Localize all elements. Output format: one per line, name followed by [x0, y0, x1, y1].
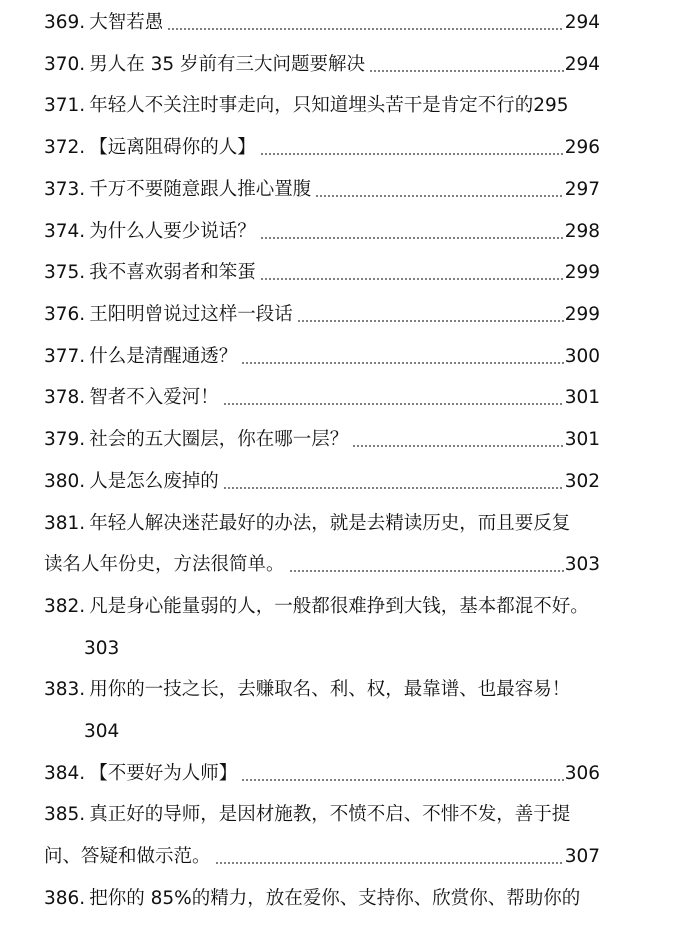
entry-title: 王阳明曾说过这样一段话	[89, 304, 293, 325]
dot-leader	[352, 445, 563, 447]
entry-number: 386.	[44, 888, 86, 909]
dot-leader	[223, 403, 564, 405]
toc-entry-385-continued[interactable]	[44, 839, 600, 869]
toc-entry-378[interactable]	[44, 380, 600, 410]
page-number: 295	[533, 95, 569, 116]
entry-number: 383.	[44, 679, 86, 700]
entry-title: 年轻人不关注时事走向，只知道埋头苦干是肯定不行的	[89, 95, 534, 116]
entry-number: 376.	[44, 304, 86, 325]
page-number: 304	[84, 721, 120, 742]
page-number: 307	[564, 846, 600, 867]
entry-number: 374.	[44, 221, 86, 242]
toc-entry-381[interactable]	[44, 506, 600, 536]
entry-number: 372.	[44, 137, 86, 158]
page-number: 306	[564, 763, 600, 784]
dot-leader	[260, 278, 564, 280]
toc-entry-382[interactable]	[44, 589, 600, 619]
toc-entry-379[interactable]	[44, 422, 600, 452]
dot-leader	[241, 779, 563, 781]
entry-title: 智者不入爱河！	[89, 387, 219, 408]
entry-title: 社会的五大圈层，你在哪一层？	[89, 429, 349, 450]
dot-leader	[260, 237, 564, 239]
page-number: 294	[564, 54, 600, 75]
entry-number: 377.	[44, 346, 86, 367]
entry-number: 384.	[44, 763, 86, 784]
page-number: 301	[564, 387, 600, 408]
toc-entry-373[interactable]	[44, 172, 600, 202]
toc-entry-375[interactable]	[44, 255, 600, 285]
entry-title: 凡是身心能量弱的人，一般都很难挣到大钱，基本都混不好。	[89, 596, 589, 617]
entry-title: 年轻人解决迷茫最好的办法，就是去精读历史，而且要反复	[89, 513, 571, 534]
entry-title: 用你的一技之长，去赚取名、利、权，最靠谱、也最容易！	[89, 679, 571, 700]
entry-title: 真正好的导师，是因材施教，不愤不启、不悱不发，善于提	[89, 804, 571, 825]
toc-entry-383[interactable]	[44, 672, 600, 702]
page-number: 299	[564, 262, 600, 283]
page-number: 301	[564, 429, 600, 450]
toc-entry-380[interactable]	[44, 464, 600, 494]
entry-number: 381.	[44, 513, 86, 534]
entry-title: 人是怎么废掉的	[89, 471, 219, 492]
page-number: 302	[564, 471, 600, 492]
dot-leader	[215, 862, 564, 864]
entry-title: 为什么人要少说话？	[89, 221, 256, 242]
entry-number: 370.	[44, 54, 86, 75]
entry-title: 我不喜欢弱者和笨蛋	[89, 262, 256, 283]
page-number: 297	[564, 179, 600, 200]
dot-leader	[241, 362, 563, 364]
dot-leader	[315, 195, 563, 197]
entry-number: 375.	[44, 262, 86, 283]
dot-leader	[167, 28, 563, 30]
entry-title: 把你的 85%的精力，放在爱你、支持你、欣赏你、帮助你的	[89, 888, 581, 909]
toc-entry-383-page[interactable]	[84, 714, 600, 744]
page-number: 296	[564, 137, 600, 158]
entry-title-continued: 问、答疑和做示范。	[44, 846, 211, 867]
toc-entry-371[interactable]	[44, 88, 600, 118]
entry-number: 373.	[44, 179, 86, 200]
page-number: 294	[564, 12, 600, 33]
entry-number: 385.	[44, 804, 86, 825]
toc-entry-385[interactable]	[44, 797, 600, 827]
page-number: 299	[564, 304, 600, 325]
dot-leader	[289, 570, 564, 572]
toc-entry-381-continued[interactable]	[44, 547, 600, 577]
toc-entry-382-page[interactable]	[84, 631, 600, 661]
page-number: 298	[564, 221, 600, 242]
entry-title: 男人在 35 岁前有三大问题要解决	[89, 54, 366, 75]
dot-leader	[223, 487, 564, 489]
entry-title: 【不要好为人师】	[89, 763, 238, 784]
toc-entry-374[interactable]	[44, 214, 600, 244]
entry-title: 大智若愚	[89, 12, 164, 33]
entry-number: 371.	[44, 95, 86, 116]
entry-title: 千万不要随意跟人推心置腹	[89, 179, 312, 200]
dot-leader	[297, 320, 564, 322]
toc-entry-386[interactable]	[44, 881, 600, 911]
entry-number: 378.	[44, 387, 86, 408]
page-number: 303	[564, 554, 600, 575]
entry-number: 369.	[44, 12, 86, 33]
toc-entry-370[interactable]	[44, 47, 600, 77]
toc-entry-369[interactable]	[44, 5, 600, 35]
toc-entry-377[interactable]	[44, 339, 600, 369]
entry-title-continued: 读名人年份史，方法很简单。	[44, 554, 285, 575]
entry-number: 382.	[44, 596, 86, 617]
toc-entry-372[interactable]	[44, 130, 600, 160]
entry-title: 什么是清醒通透？	[89, 346, 238, 367]
entry-title: 【远离阻碍你的人】	[89, 137, 256, 158]
entry-number: 380.	[44, 471, 86, 492]
toc-entry-376[interactable]	[44, 297, 600, 327]
page-number: 303	[84, 638, 120, 659]
toc-entry-384[interactable]	[44, 756, 600, 786]
page-number: 300	[564, 346, 600, 367]
entry-number: 379.	[44, 429, 86, 450]
dot-leader	[260, 153, 564, 155]
dot-leader	[369, 70, 564, 72]
